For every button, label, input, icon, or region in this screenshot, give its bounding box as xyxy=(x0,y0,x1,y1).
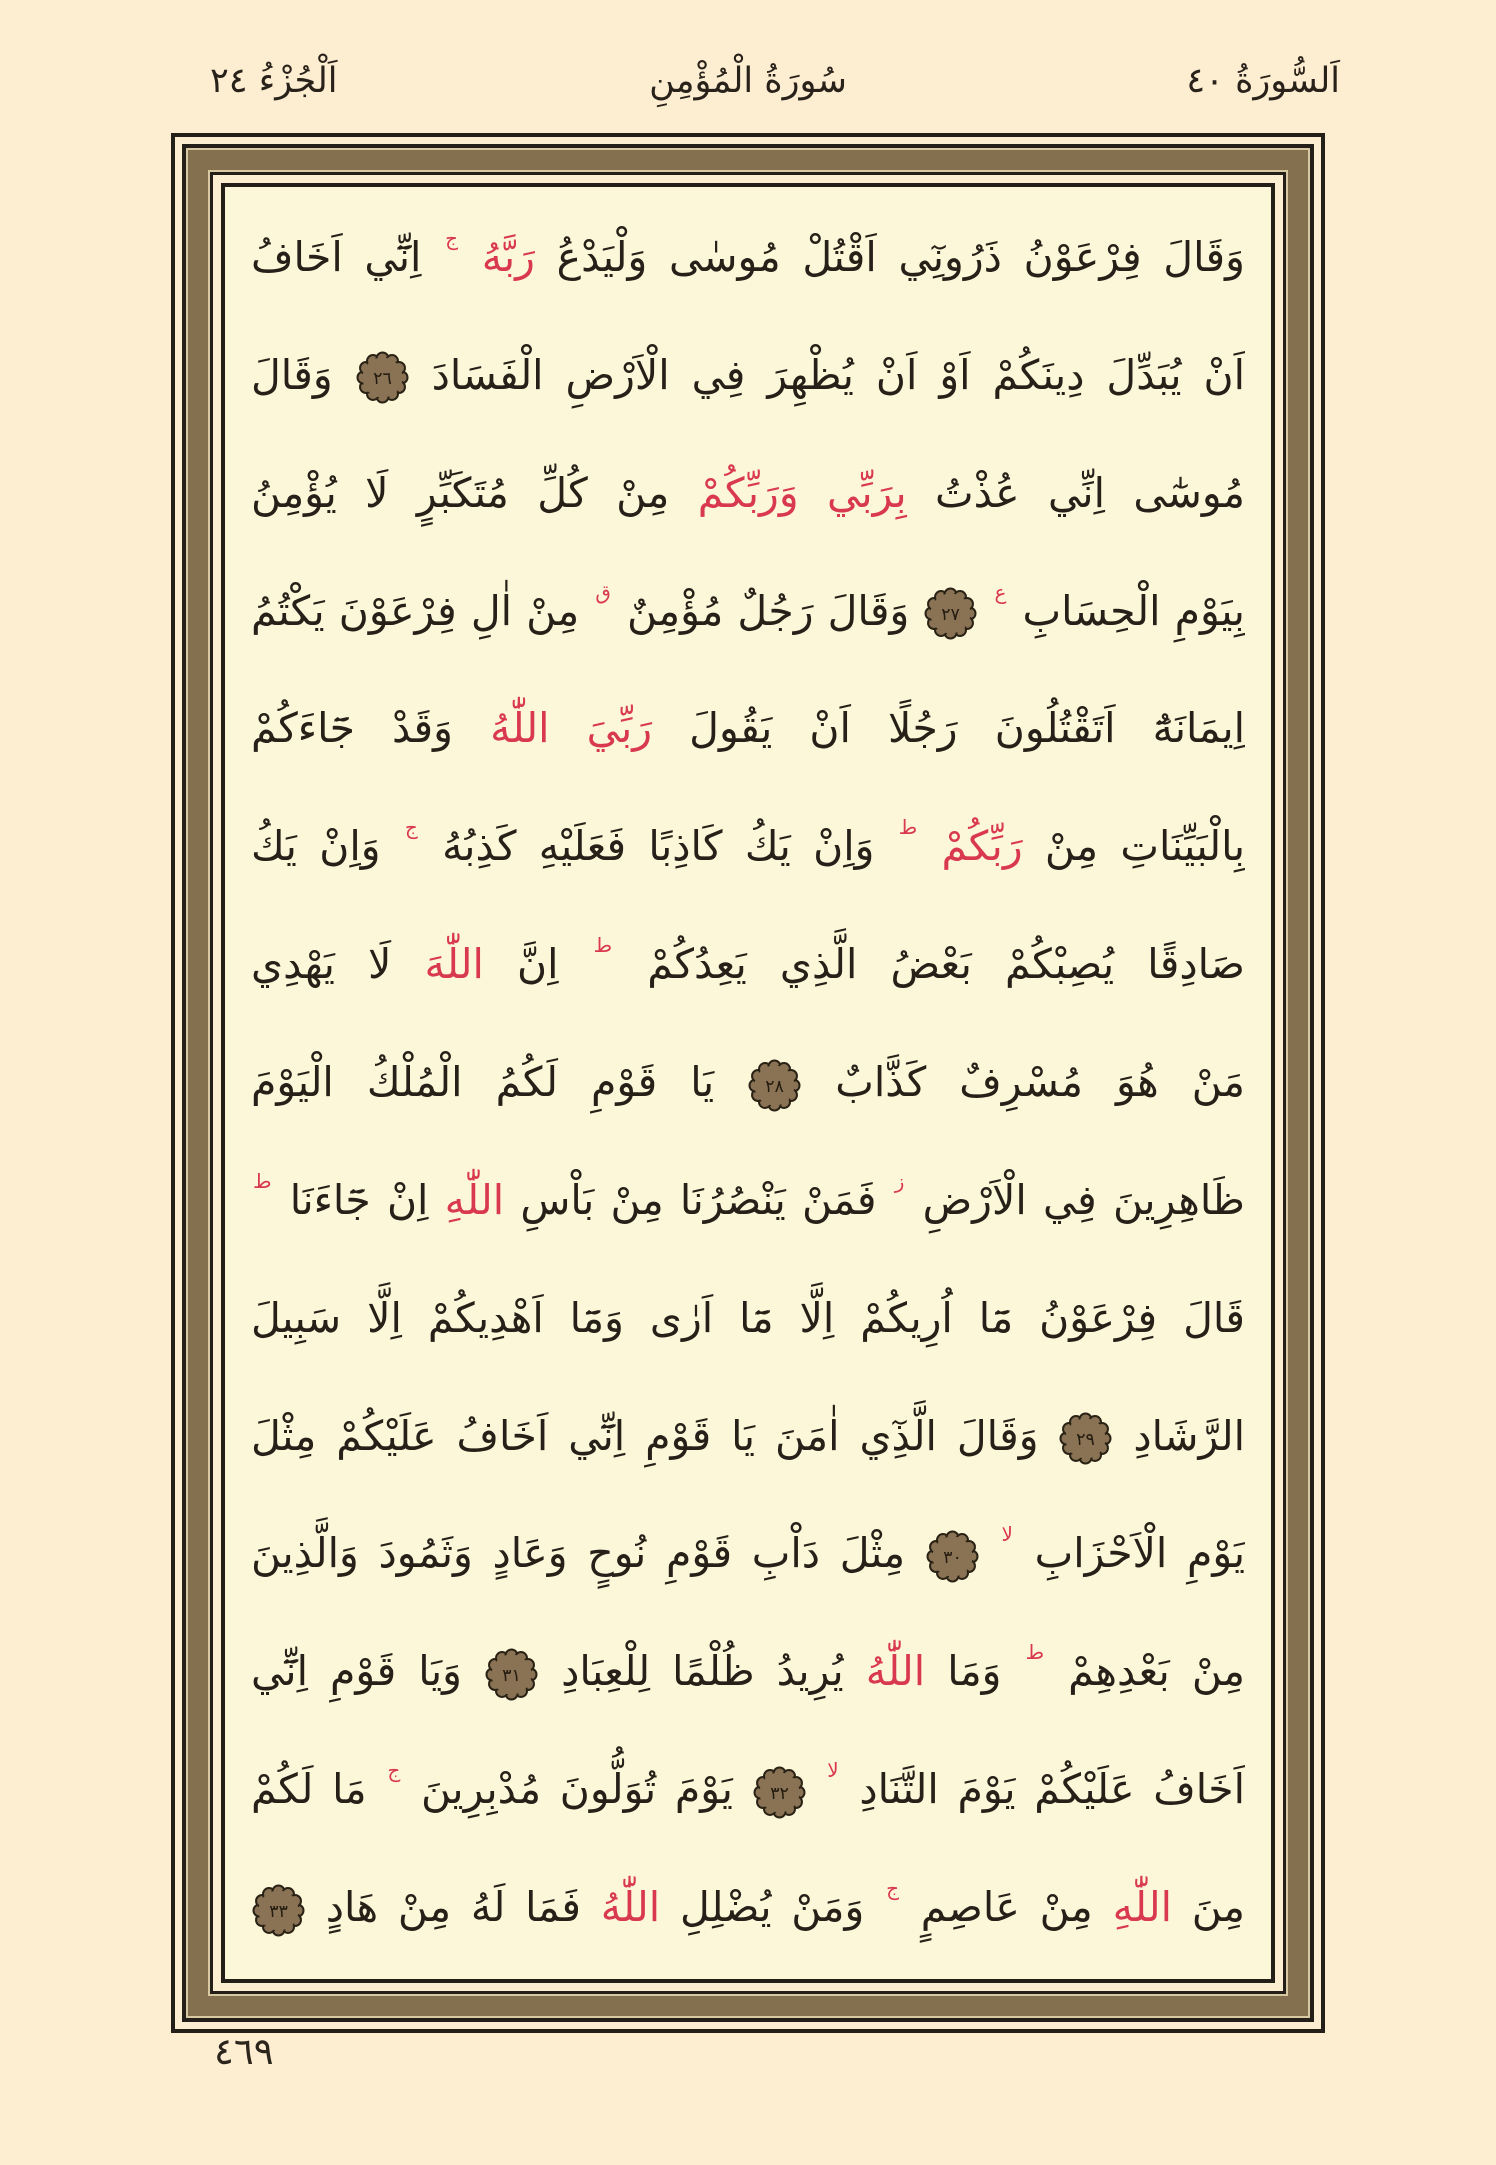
text-segment: مِثْلَ دَاْبِ قَوْمِ نُوحٍ وَعَادٍ وَثَمُودَ وَالَّذِينَ xyxy=(251,1529,906,1578)
quran-text xyxy=(251,199,1245,1967)
ayah-marker-rosette-icon xyxy=(925,1529,980,1584)
svg-text:٢٨: ٢٨ xyxy=(765,1076,785,1097)
svg-text:٣١: ٣١ xyxy=(502,1665,521,1686)
frame-line-2 xyxy=(182,144,1314,2022)
text-segment-red: اللّٰهَ xyxy=(424,940,484,989)
quran-line xyxy=(251,906,1245,1024)
text-segment: يُرِيدُ ظُلْمًا لِلْعِبَادِ xyxy=(561,1647,844,1696)
text-segment-red: اللّٰهِ xyxy=(444,1175,505,1224)
waqf-sign: ط xyxy=(253,1168,272,1193)
text-segment: مَنْ هُوَ مُسْرِفٌ كَذَّابٌ xyxy=(835,1058,1245,1107)
frame-tan-line-inner xyxy=(208,170,1288,1996)
waqf-sign: ط xyxy=(898,815,918,840)
text-segment: فَمَنْ يَنْصُرُنَا مِنْ بَاْسِ xyxy=(520,1175,877,1224)
text-segment: اِيمَانَهُٓ اَتَقْتُلُونَ رَجُلًا اَنْ يَقُولَ xyxy=(689,704,1245,753)
text-segment-red: رَبِّكُمْ xyxy=(941,822,1023,871)
frame-inner-line xyxy=(221,183,1275,1983)
quran-line xyxy=(251,788,1245,906)
waqf-sign: ط xyxy=(1025,1640,1045,1665)
ayah-marker-rosette-icon xyxy=(484,1647,539,1702)
text-segment: الرَّشَادِ xyxy=(1133,1411,1245,1460)
frame-outer-line xyxy=(171,133,1325,2033)
text-segment: مِنْ بَعْدِهِمْ xyxy=(1068,1647,1245,1696)
header-juz-label: اَلْجُزْءُ ٢٤ xyxy=(210,61,338,101)
text-segment: اِنَّ xyxy=(517,940,559,989)
quran-line xyxy=(251,1731,1245,1849)
text-segment-red: رَبَّهُ xyxy=(481,233,535,281)
quran-line xyxy=(251,1142,1245,1260)
text-segment: لَا يَهْدِي xyxy=(251,940,392,989)
text-segment: مِنْ اٰلِ فِرْعَوْنَ يَكْتُمُ xyxy=(251,586,580,635)
waqf-sign: ط xyxy=(593,933,613,958)
text-segment: مَا لَكُمْ xyxy=(251,1765,367,1814)
text-segment: وَاِنْ يَكُ كَاذِبًا فَعَلَيْهِ كَذِبُهُ xyxy=(442,822,875,871)
quran-line xyxy=(251,1024,1245,1142)
text-segment-red: بِرَبِّي وَرَبِّكُمْ xyxy=(697,468,907,517)
text-segment-red: اللّٰهُ xyxy=(865,1647,926,1696)
quran-line xyxy=(251,670,1245,788)
ayah-marker-rosette-icon xyxy=(1058,1411,1113,1466)
text-segment: يَوْمَ تُوَلُّونَ مُدْبِرِينَ xyxy=(420,1765,733,1814)
ornamental-frame xyxy=(171,133,1325,2033)
frame-brown-band xyxy=(188,150,1308,2016)
text-segment: اِنِّٓي اَخَافُ xyxy=(251,233,422,281)
text-segment-red: اللّٰهُ xyxy=(600,1883,661,1932)
text-segment: ظَاهِرِينَ فِي الْاَرْضِ xyxy=(922,1175,1245,1224)
text-segment: قَالَ فِرْعَوْنُ مَٓا اُرِيكُمْ اِلَّا مَٓا اَرٰى وَمَٓا اَهْدِيكُمْ اِلَّا سَبِيلَ xyxy=(251,1293,1245,1342)
ayah-marker-rosette-icon xyxy=(752,1765,807,1820)
text-segment: يَا قَوْمِ لَكُمُ الْمُلْكُ الْيَوْمَ xyxy=(251,1058,715,1107)
svg-text:٢٦: ٢٦ xyxy=(372,369,392,390)
text-segment: مُوسٰٓى اِنِّي عُذْتُ xyxy=(935,468,1245,517)
waqf-sign: ق xyxy=(595,579,611,604)
quran-line xyxy=(251,1495,1245,1613)
text-segment: وَاِنْ يَكُ xyxy=(251,822,381,871)
text-segment-red: اللّٰهِ xyxy=(1112,1883,1173,1932)
quran-line xyxy=(251,553,1245,671)
quran-line xyxy=(251,435,1245,553)
waqf-sign: ع xyxy=(994,579,1007,604)
svg-text:٢٩: ٢٩ xyxy=(1076,1429,1096,1450)
text-segment: اَنْ يُبَدِّلَ دِينَكُمْ اَوْ اَنْ يُظْهِرَ فِي الْاَرْضِ الْفَسَادَ xyxy=(431,350,1245,399)
waqf-sign: ج xyxy=(886,1876,899,1901)
text-segment: وَقَالَ فِرْعَوْنُ ذَرُونِٓي اَقْتُلْ مُوسٰى وَلْيَدْعُ xyxy=(556,233,1245,281)
text-segment: وَيَا قَوْمِ اِنِّٓي xyxy=(251,1647,462,1696)
frame-line-3 xyxy=(210,172,1286,1994)
quran-line xyxy=(251,1613,1245,1731)
frame-tan-line xyxy=(186,148,1310,2018)
ayah-marker-rosette-icon xyxy=(355,350,410,405)
text-segment: بِالْبَيِّنَاتِ مِنْ xyxy=(1044,822,1245,871)
text-segment: وَقَدْ جَٓاءَكُمْ xyxy=(251,704,453,753)
text-segment: مِنَ xyxy=(1191,1883,1245,1932)
svg-text:٣٣: ٣٣ xyxy=(269,1901,288,1922)
quran-line xyxy=(251,199,1245,317)
text-segment: اَخَافُ عَلَيْكُمْ يَوْمَ التَّنَادِ xyxy=(859,1765,1245,1814)
text-segment: وَمَا xyxy=(947,1647,1002,1696)
quran-line xyxy=(251,317,1245,435)
text-segment: وَقَالَ xyxy=(251,350,333,399)
ayah-marker-rosette-icon xyxy=(747,1058,802,1113)
text-segment: صَادِقًا يُصِبْكُمْ بَعْضُ الَّذِي يَعِدُكُمْ xyxy=(647,940,1245,989)
waqf-sign: ج xyxy=(404,815,418,840)
text-segment: وَمَنْ يُضْلِلِ xyxy=(679,1883,865,1932)
text-segment: مِنْ عَاصِمٍ xyxy=(920,1883,1093,1932)
quran-line xyxy=(251,1849,1245,1967)
ayah-marker-rosette-icon xyxy=(251,1883,306,1938)
header-surah-title: سُورَةُ الْمُؤْمِنِ xyxy=(649,61,847,101)
text-segment: وَقَالَ الَّذِٓي اٰمَنَ يَا قَوْمِ اِنِّٓي اَخَافُ عَلَيْكُمْ مِثْلَ xyxy=(251,1411,1039,1460)
text-segment: بِيَوْمِ الْحِسَابِ xyxy=(1022,586,1245,635)
header-surah-number: اَلسُّورَةُ ٤٠ xyxy=(1186,61,1340,101)
quran-line xyxy=(251,1378,1245,1496)
text-segment: مِنْ كُلِّ مُتَكَبِّرٍ لَا يُؤْمِنُ xyxy=(251,468,670,517)
text-segment-red: رَبِّيَ اللّٰهُ xyxy=(490,704,653,753)
waqf-sign: لا xyxy=(1001,1522,1013,1547)
waqf-sign: ز xyxy=(894,1168,905,1193)
svg-text:٣٠: ٣٠ xyxy=(942,1547,962,1568)
waqf-sign: ج xyxy=(445,226,459,250)
page-number: ٤٦٩ xyxy=(214,2030,274,2073)
ayah-marker-rosette-icon xyxy=(923,586,978,641)
waqf-sign: لا xyxy=(827,1758,839,1783)
quran-line xyxy=(251,1260,1245,1378)
text-segment: يَوْمِ الْاَحْزَابِ xyxy=(1034,1529,1245,1578)
text-segment: فَمَا لَهُ مِنْ هَادٍ xyxy=(325,1883,581,1932)
text-segment: اِنْ جَٓاءَنَا xyxy=(289,1175,429,1224)
text-segment: وَقَالَ رَجُلٌ مُؤْمِنٌ xyxy=(626,586,910,635)
waqf-sign: ج xyxy=(387,1758,401,1783)
svg-text:٢٧: ٢٧ xyxy=(941,604,961,625)
svg-text:٣٢: ٣٢ xyxy=(769,1783,789,1804)
